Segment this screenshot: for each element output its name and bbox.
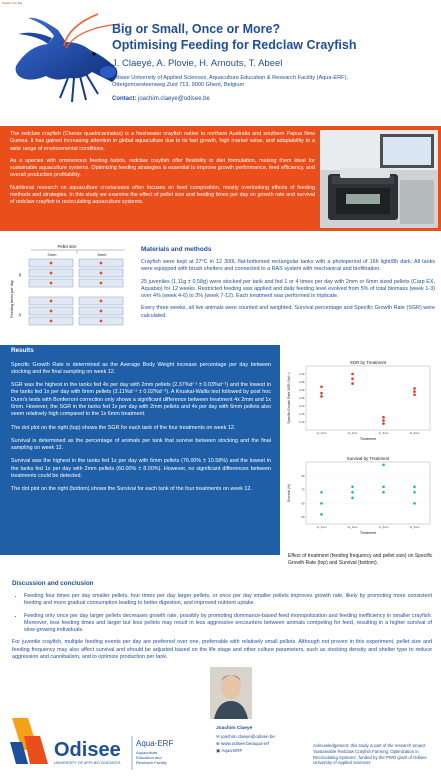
data-point xyxy=(382,422,385,425)
data-point xyxy=(382,486,385,489)
lab-photo xyxy=(320,130,438,228)
aqua-erf-sub3: Research Facility xyxy=(136,760,167,765)
crayfish-icon xyxy=(50,272,53,275)
data-point xyxy=(320,392,323,395)
intro-paragraph-1: The redclaw crayfish (Cherax quadricarinatus) is a freshwater crayfish native to northern Australia and southern Papua New Guinea. It has gained increasing attention in global aquaculture due to its fast growth, high market value, and adaptability to a wide range of environmental conditions. xyxy=(10,131,315,152)
intro-section xyxy=(10,131,315,212)
crayfish-icon xyxy=(100,282,103,285)
data-point xyxy=(351,382,354,385)
crayfish-icon xyxy=(100,310,103,313)
pellet-size-label: Pellet size xyxy=(57,244,77,249)
author-portrait xyxy=(210,667,252,719)
x-tick-label: 1x_6mm xyxy=(378,526,389,529)
y-tick-label: 50 xyxy=(301,515,305,520)
results-paragraph-3: The dot plot on the right (top) shows the SGR for each tank of the four treatments on week 12. xyxy=(11,424,236,431)
discussion-section xyxy=(12,593,432,661)
y-tick-label: 60 xyxy=(301,501,305,506)
y-tick-label: 2.35 xyxy=(299,380,305,384)
y-tick-label: 2.15 xyxy=(299,412,305,416)
y-tick-label: 2.30 xyxy=(299,388,305,392)
results-paragraph-4: Survival is determined as the percentage of animals per tank that survive between stocking and the final sampling on week 12. xyxy=(11,437,271,452)
logo-wordmark: Odisee xyxy=(54,739,121,761)
poster-title-line2: Optimising Feeding for Redclaw Crayfish xyxy=(112,38,357,52)
data-point xyxy=(320,513,323,516)
person-linkedin[interactable]: ▣ Aqua-ERF xyxy=(216,748,243,754)
person-website[interactable]: ⊕ www.odisee.be/aqua-erf xyxy=(216,740,270,746)
discussion-heading: Discussion and conclusion xyxy=(12,580,94,587)
data-point xyxy=(382,463,385,466)
person-name: Joachim Claeyé xyxy=(216,726,253,731)
size-large-label: 6mm xyxy=(97,252,107,257)
aqua-erf-sub2: Education and xyxy=(136,755,162,760)
aqua-erf-title: Aqua-ERF xyxy=(136,739,174,748)
methods-paragraph-1: Crayfish were kept at 27°C in 12 300L flat-bottomed rectangular tanks with a photoperiod of 16h light/8h dark. All tanks were equipped with brush shelters and connected to a RAS system with mechanical and biofiltration. xyxy=(141,259,435,273)
results-paragraph-1: Specific Growth Rate is determined as the Average Body Weight increase percentage per day between stocking and the final sampling on week 12. xyxy=(11,361,271,375)
contact-line xyxy=(112,96,210,102)
x-tick-label: 4x_6mm xyxy=(409,432,420,435)
x-tick-label: 1x_2mm xyxy=(316,432,327,435)
data-point xyxy=(413,387,416,390)
y-tick-label: 70 xyxy=(301,487,305,492)
discussion-bullet-1: • Feeding four times per day smaller pellets, four times per day larger pellets, or once per day smaller pellets improves growth rate, likely by promoting more consistent feeding and more gradual consumption leading to better digestion, and improved nutrient uptake. xyxy=(24,593,432,608)
person-email[interactable]: ✉ joachim.claeye@odisee.be xyxy=(216,733,275,739)
discussion-paragraph: For juvenile crayfish, multiple feeding events per day are preferred over one, preferrable with relatively small pellets. Although not proven in this experiment, pellet size and feeding frequency may also affect survival and should be adjusted based on the life stage and other culture parameters, such as stocking density and shelter type to reduce aggression and cannibalism, and to optimize production per tank. xyxy=(12,639,432,661)
crayfish-icon xyxy=(50,320,53,323)
data-point xyxy=(320,502,323,505)
x-tick-label: 1x_6mm xyxy=(378,432,389,435)
discussion-bullet-2: • Feeding only once per day larger pellets decreases growth rate, possibly by promoting dominance-based feed monopolization and feeding inefficiency in smaller crayfish. Moreover, less feeding times and larger but less pellets may result in less aggressive encounters between animals competing for feed, resulting in a higher survival of slow-growing individuals. xyxy=(24,613,432,635)
results-paragraph-2: SGR was the highest in the tanks fed 4x per day with 2mm pellets (2.37%d⁻¹ ± 0.03%d⁻¹) and the lowest in the tanks fed 1x per day with 6mm pellets (2.11%d⁻¹ ± 0.02%d⁻¹). A Kruskal-Wallis test followed by post hoc Dunn's tests with Bonferroni correction only shows a significant difference between treatment 4x 2mm and 1x 6mm. However, the SGR in the tanks fed 1x per day with 2mm pellets and 4x per day with 6mm pellets also seem relatively high compared to the 1x 6mm treatment. xyxy=(11,382,271,418)
results-charts xyxy=(284,358,436,540)
authors: J. Claeyé, A. Plovie, H. Arnouts, T. Abeel xyxy=(112,58,283,69)
crayfish-icon xyxy=(100,320,103,323)
linkedin-icon: ▣ xyxy=(216,748,221,754)
crayfish-icon xyxy=(50,310,53,313)
person-card xyxy=(216,725,306,754)
data-point xyxy=(413,390,416,393)
data-point xyxy=(382,491,385,494)
x-tick-label: 4x_2mm xyxy=(347,432,358,435)
data-point xyxy=(413,486,416,489)
data-point xyxy=(413,394,416,397)
contact-email[interactable]: joachim.claeye@odisee.be xyxy=(138,96,210,102)
logo-subtitle: UNIVERSITY OF APPLIED SCIENCES xyxy=(54,761,121,765)
contact-label: Contact: xyxy=(112,96,137,102)
y-tick-label: 2.10 xyxy=(299,420,305,424)
aqua-erf-sub1: Aquaculture xyxy=(136,750,158,755)
affiliation: Odisee University of Applied Sciences, Aquaculture Education & Research Facility (Aqua-ERF), Ottergemsesteenweg Zuid 713, 9000 Ghent, Belgium xyxy=(112,75,348,89)
results-heading: Results xyxy=(11,347,34,354)
data-point xyxy=(413,502,416,505)
data-point xyxy=(351,486,354,489)
chart-title: Survival by Treatment xyxy=(346,456,390,461)
methods-paragraph-3: Every three weeks, all live animals were counted and weighted. Survival percentage and Specific Growth Rate (SGR) were calculated. xyxy=(141,305,435,319)
x-axis-label: Treatment xyxy=(359,531,377,535)
crayfish-icon xyxy=(50,300,53,303)
chart-title: SGR by Treatment xyxy=(349,360,387,365)
results-paragraph-5: Survival was the highest in the tanks fed 1x per day with 6mm pellets (76.00% ± 10.58%) and the lowest in the tanks fed 1x per day with 2mm pellets (60.00% ± 8.00%). However, no significant differences between treatments could be detected. xyxy=(11,458,271,480)
experimental-design-diagram xyxy=(7,243,129,338)
crayfish-image xyxy=(8,6,126,110)
x-tick-label: 4x_2mm xyxy=(347,526,358,529)
poster-title-line1: Big or Small, Once or More? xyxy=(112,22,281,36)
data-point xyxy=(320,395,323,398)
acknowledgement: Acknowledgement: this study is part of the research project 'Sustainable Redclaw Crayfish Farming: Optimization in Recirculating Systems', funded by the PWO grant of Odisee University of Applied Sciences xyxy=(313,743,427,766)
data-point xyxy=(320,491,323,494)
crayfish-icon xyxy=(100,262,103,265)
results-paragraph-6: The dot plot on the right (bottom) shows the Survival for each tank of the four treatments on week 12. xyxy=(11,486,252,493)
data-point xyxy=(351,497,354,500)
size-small-label: 2mm xyxy=(47,252,57,257)
data-point xyxy=(382,419,385,422)
data-point xyxy=(351,491,354,494)
odisee-aqua-erf-logo xyxy=(8,706,203,776)
crayfish-icon xyxy=(100,272,103,275)
freq-1x-label: 1x xyxy=(18,312,22,318)
y-tick-label: 2.20 xyxy=(299,404,305,408)
crayfish-icon xyxy=(100,300,103,303)
methods-heading: Materials and methods xyxy=(141,246,212,253)
y-tick-label: 2.25 xyxy=(299,396,305,400)
plot-area xyxy=(306,462,430,524)
methods-section xyxy=(141,259,435,325)
data-point xyxy=(413,491,416,494)
crayfish-icon xyxy=(50,282,53,285)
y-axis-label: Specific Growth Rate SGR (%d⁻¹) xyxy=(287,372,291,424)
y-tick-label: 80 xyxy=(301,473,305,478)
x-axis-label: Treatment xyxy=(359,437,377,441)
x-tick-label: 4x_6mm xyxy=(409,526,420,529)
freq-4x-label: 4x xyxy=(18,272,22,278)
y-axis-label: Survival (%) xyxy=(287,483,291,503)
data-point xyxy=(382,416,385,419)
methods-paragraph-2: 25 juveniles (1,11g ± 0,58g) were stocked per tank and fed 1 or 4 times per day with 2mm or 6mm sized pellets (Carp EX, Aquabio) for 12 weeks. Restricted feeding was applied and daily feeding level evolved from 5% of total biomass (week 1-3) over 4% (week 4-6) to 3% (week 7-12). Each treatment was performed in triplicate. xyxy=(141,278,435,300)
crayfish-icon xyxy=(50,262,53,265)
x-tick-label: 1x_2mm xyxy=(316,526,327,529)
data-point xyxy=(320,386,323,389)
data-point xyxy=(351,378,354,381)
top-label: Poster Info Tag xyxy=(2,1,23,5)
y-tick-label: 2.40 xyxy=(299,372,305,376)
figure-caption: Effect of treatment (feeding frequency and pellet size) on Specific Growth Rate (top) and Survival (bottom). xyxy=(288,553,433,566)
intro-paragraph-3: Nutritional research on aquaculture crustaceans often focuses on feed composition, mostly overlooking effects of feeding methods and strategies. In this study we examine the effect of pellet size and feeding times per day on growth rate and survival of redclaw crayfish in recirculating aquaculture systems. xyxy=(10,184,315,206)
data-point xyxy=(351,373,354,376)
intro-paragraph-2: As a species with omnivorous feeding habits, redclaw crayfish offer flexibility in diet formulation, making them ideal for sustainable aquaculture systems. Optimizing feeding strategies is essential to improve growth performance, feed efficiency, and overall production profitability. xyxy=(10,157,315,179)
feeding-times-label: Feeding times per day xyxy=(10,280,14,318)
results-section xyxy=(11,347,271,500)
